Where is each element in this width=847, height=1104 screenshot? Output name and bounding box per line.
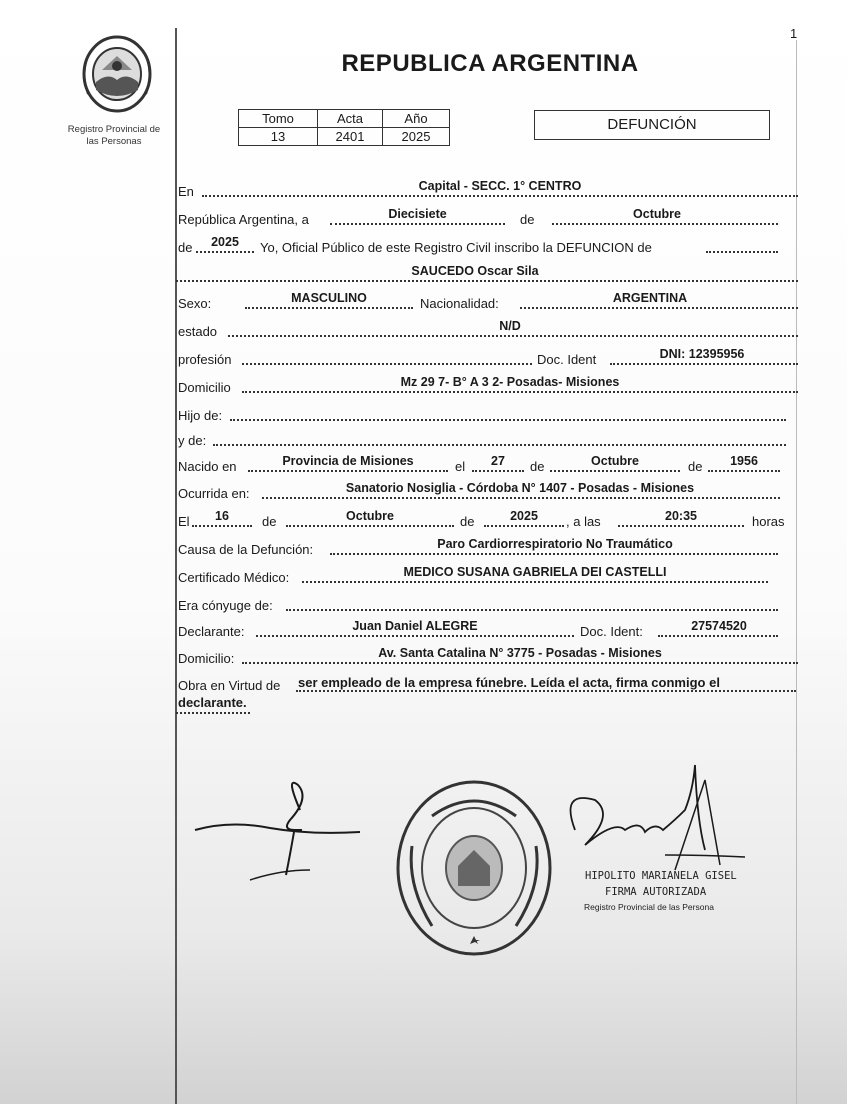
domicilio-label: Domicilio	[178, 380, 231, 395]
document-title: REPUBLICA ARGENTINA	[341, 50, 639, 77]
estado-label: estado	[178, 324, 218, 339]
yde-label: y de:	[178, 433, 207, 448]
obra-value-line2: declarante.	[178, 695, 247, 710]
acta-value: 2401	[318, 128, 383, 146]
sexo-dots	[245, 307, 413, 309]
declarant-signature	[190, 770, 370, 890]
death-day-dots	[192, 525, 252, 527]
nacido-value: Provincia de Misiones	[282, 454, 414, 468]
province-emblem-icon	[78, 32, 156, 114]
sexo-value: MASCULINO	[291, 291, 367, 305]
official-seal-icon	[392, 776, 556, 960]
signatory-office: Registro Provincial de las Persona	[584, 902, 714, 912]
domicilio2-dots	[242, 662, 798, 664]
birth-day-value: 27	[491, 454, 505, 468]
de-label-5: de	[262, 514, 277, 529]
inscribo-text: Yo, Oficial Público de este Registro Civil inscribo la DEFUNCION de	[260, 240, 652, 255]
conyuge-label: Era cónyuge de:	[178, 598, 273, 613]
domicilio2-label: Domicilio:	[178, 651, 235, 666]
obra-label: Obra en Virtud de	[178, 678, 281, 693]
doc-ident-label: Doc. Ident	[537, 352, 597, 367]
hijo-dots	[230, 419, 786, 421]
declarante-label: Declarante:	[178, 624, 245, 639]
doc-ident2-label: Doc. Ident:	[580, 624, 643, 639]
year-value: 2025	[211, 235, 239, 249]
doc-ident2-value: 27574520	[691, 619, 747, 633]
profesion-label: profesión	[178, 352, 232, 367]
doc-ident-value: DNI: 12395956	[659, 347, 745, 361]
death-day-value: 16	[215, 509, 229, 523]
causa-dots	[330, 553, 778, 555]
day-dots	[330, 223, 505, 225]
obra-value-line1: ser empleado de la empresa fúnebre. Leída el acta, firma conmigo el	[298, 675, 720, 690]
sexo-label: Sexo:	[178, 296, 212, 311]
right-margin-rule	[796, 40, 797, 1104]
official-signature	[545, 760, 755, 875]
declarante-value: Juan Daniel ALEGRE	[352, 619, 478, 633]
tomo-value: 13	[239, 128, 318, 146]
anio-value: 2025	[383, 128, 450, 146]
republica-label: República Argentina, a	[178, 212, 309, 227]
estado-dots	[228, 335, 798, 337]
certificado-value: MEDICO SUSANA GABRIELA DEI CASTELLI	[403, 565, 667, 579]
domicilio2-value: Av. Santa Catalina N° 3775 - Posadas - Misiones	[378, 646, 662, 660]
ocurrida-label: Ocurrida en:	[178, 486, 250, 501]
causa-label: Causa de la Defunción:	[178, 542, 314, 557]
day-value: Diecisiete	[388, 207, 447, 221]
death-time-value: 20:35	[665, 509, 697, 523]
horas-label: horas	[752, 514, 785, 529]
nacido-dots	[248, 470, 448, 472]
ocurrida-dots	[262, 497, 780, 499]
signatory-name: HIPOLITO MARIANELA GISEL	[585, 870, 737, 882]
de-label-4: de	[688, 459, 703, 474]
domicilio-dots	[242, 391, 798, 393]
acta-header: Acta	[318, 110, 383, 128]
death-year-dots	[484, 525, 564, 527]
death-month-value: Octubre	[346, 509, 394, 523]
name-dots	[176, 280, 798, 282]
certificado-dots	[302, 581, 768, 583]
en-dots	[202, 195, 798, 197]
month-dots	[552, 223, 778, 225]
death-time-dots	[618, 525, 744, 527]
ocurrida-value: Sanatorio Nosiglia - Córdoba N° 1407 - Posadas - Misiones	[345, 481, 695, 495]
nacionalidad-value: ARGENTINA	[612, 291, 688, 305]
el-label: el	[455, 459, 466, 474]
birth-year-dots	[708, 470, 780, 472]
domicilio-value: Mz 29 7- B° A 3 2- Posadas- Misiones	[400, 375, 620, 389]
El-label: El	[178, 514, 190, 529]
record-type-box: DEFUNCIÓN	[534, 110, 770, 140]
year-dots	[196, 251, 254, 253]
causa-value: Paro Cardiorrespiratorio No Traumático	[437, 537, 673, 551]
declarante-dots	[256, 635, 574, 637]
alas-label: , a las	[566, 514, 601, 529]
de-label-3: de	[530, 459, 545, 474]
inscribo-dots	[706, 251, 778, 253]
certificado-label: Certificado Médico:	[178, 570, 290, 585]
de-label-2: de	[178, 240, 193, 255]
month-value: Octubre	[633, 207, 681, 221]
en-label: En	[178, 184, 194, 199]
estado-value: N/D	[499, 319, 521, 333]
signatory-role: FIRMA AUTORIZADA	[605, 886, 707, 898]
registry-office-name: Registro Provincial de las Personas	[67, 124, 161, 147]
yde-dots	[213, 444, 786, 446]
page-number: 1	[790, 26, 798, 41]
doc-ident-dots	[610, 363, 798, 365]
de-label-6: de	[460, 514, 475, 529]
left-margin-rule	[175, 28, 177, 1104]
obra-dots-2	[176, 712, 250, 714]
en-value: Capital - SECC. 1° CENTRO	[418, 179, 582, 193]
de-label-1: de	[520, 212, 535, 227]
death-month-dots	[286, 525, 454, 527]
record-reference-table	[238, 109, 450, 146]
birth-year-value: 1956	[730, 454, 758, 468]
hijo-label: Hijo de:	[178, 408, 223, 423]
birth-day-dots	[472, 470, 524, 472]
anio-header: Año	[383, 110, 450, 128]
deceased-name: SAUCEDO Oscar Sila	[411, 264, 539, 278]
nacido-label: Nacido en	[178, 459, 237, 474]
death-year-value: 2025	[510, 509, 538, 523]
tomo-header: Tomo	[239, 110, 318, 128]
profesion-dots	[242, 363, 532, 365]
nacionalidad-dots	[520, 307, 798, 309]
doc-ident2-dots	[658, 635, 778, 637]
conyuge-dots	[286, 609, 778, 611]
nacionalidad-label: Nacionalidad:	[420, 296, 499, 311]
birth-month-dots	[550, 470, 680, 472]
obra-dots	[296, 690, 796, 692]
birth-month-value: Octubre	[591, 454, 639, 468]
